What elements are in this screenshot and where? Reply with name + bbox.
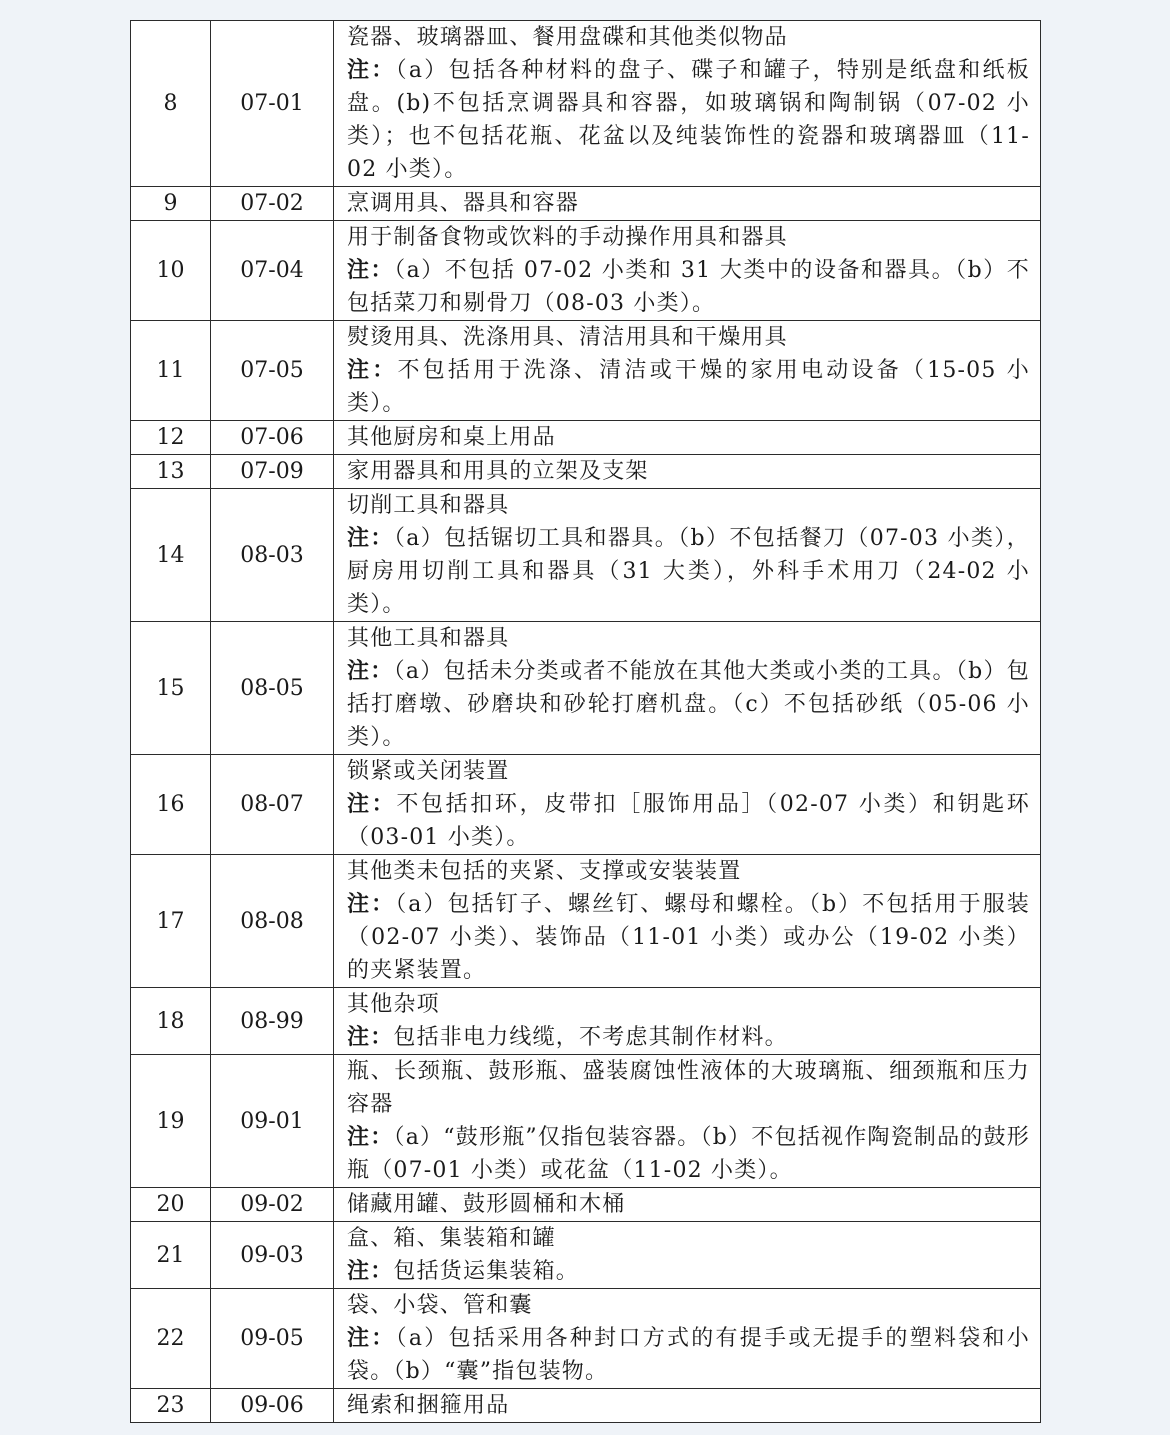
description-cell <box>334 622 1041 755</box>
row-number: 14 <box>131 489 211 622</box>
row-number: 17 <box>131 855 211 988</box>
note-text: 不包括扣环，皮带扣［服饰用品］（02-07 小类）和钥匙环（03-01 小类）。 <box>347 792 1030 850</box>
subclass-code: 08-05 <box>211 622 334 755</box>
subclass-note <box>347 655 1030 754</box>
note-label: 注： <box>347 357 398 383</box>
subclass-code: 07-05 <box>211 321 334 421</box>
description-cell <box>334 1389 1041 1423</box>
subclass-title: 切削工具和器具 <box>347 493 510 518</box>
description-cell <box>334 988 1041 1055</box>
table-row <box>131 1055 1041 1188</box>
table-row <box>131 455 1041 489</box>
table-row <box>131 221 1041 321</box>
subclass-code: 07-02 <box>211 187 334 221</box>
table-row <box>131 187 1041 221</box>
description-cell <box>334 21 1041 187</box>
subclass-title: 家用器具和用具的立架及支架 <box>347 459 649 484</box>
subclass-code: 07-09 <box>211 455 334 489</box>
note-label: 注： <box>347 57 396 83</box>
row-number: 21 <box>131 1222 211 1289</box>
subclass-code: 08-07 <box>211 755 334 855</box>
row-number: 15 <box>131 622 211 755</box>
description-cell <box>334 855 1041 988</box>
row-number: 23 <box>131 1389 211 1423</box>
table-row <box>131 988 1041 1055</box>
classification-table <box>130 20 1041 1423</box>
subclass-title: 绳索和捆箍用品 <box>347 1393 510 1418</box>
row-number: 12 <box>131 421 211 455</box>
subclass-code: 09-01 <box>211 1055 334 1188</box>
subclass-code: 08-03 <box>211 489 334 622</box>
subclass-note <box>347 522 1030 621</box>
subclass-note <box>347 254 1030 320</box>
note-label: 注： <box>347 891 396 917</box>
note-text: （a）包括采用各种封口方式的有提手或无提手的塑料袋和小袋。（b）“囊”指包装物。 <box>347 1326 1030 1384</box>
subclass-note <box>347 788 1030 854</box>
subclass-title: 其他厨房和桌上用品 <box>347 425 556 450</box>
description-cell <box>334 187 1041 221</box>
description-cell <box>334 489 1041 622</box>
subclass-title: 袋、小袋、管和囊 <box>347 1293 533 1318</box>
subclass-note <box>347 354 1030 420</box>
subclass-title: 瓶、长颈瓶、鼓形瓶、盛装腐蚀性液体的大玻璃瓶、细颈瓶和压力容器 <box>347 1059 1030 1117</box>
subclass-title: 烹调用具、器具和容器 <box>347 191 580 216</box>
description-cell <box>334 221 1041 321</box>
subclass-note <box>347 54 1030 186</box>
subclass-note <box>347 1322 1030 1388</box>
note-label: 注： <box>347 791 397 817</box>
note-text: （a）包括各种材料的盘子、碟子和罐子，特别是纸盘和纸板盘。(b)不包括烹调器具和容器，如玻璃锅和陶制锅（07-02 小类）；也不包括花瓶、花盆以及纯装饰性的瓷器和玻璃器皿（11-02 小类）。 <box>347 58 1030 182</box>
note-label: 注： <box>347 257 395 283</box>
row-number: 8 <box>131 21 211 187</box>
subclass-code: 09-02 <box>211 1188 334 1222</box>
subclass-code: 08-99 <box>211 988 334 1055</box>
description-cell <box>334 1055 1041 1188</box>
subclass-note <box>347 1121 1030 1187</box>
description-cell <box>334 755 1041 855</box>
subclass-code: 09-06 <box>211 1389 334 1423</box>
note-text: 包括非电力线缆，不考虑其制作材料。 <box>393 1025 788 1050</box>
description-cell <box>334 1188 1041 1222</box>
table-row <box>131 622 1041 755</box>
row-number: 9 <box>131 187 211 221</box>
table-row <box>131 321 1041 421</box>
note-text: （a）不包括 07-02 小类和 31 大类中的设备和器具。（b）不包括菜刀和剔骨刀（08-03 小类）。 <box>347 258 1030 316</box>
subclass-title: 用于制备食物或饮料的手动操作用具和器具 <box>347 225 788 250</box>
table-row <box>131 489 1041 622</box>
note-label: 注： <box>347 1124 394 1150</box>
subclass-note <box>347 1021 1030 1054</box>
note-label: 注： <box>347 1325 396 1351</box>
subclass-code: 07-04 <box>211 221 334 321</box>
row-number: 19 <box>131 1055 211 1188</box>
table-row <box>131 855 1041 988</box>
description-cell <box>334 1222 1041 1289</box>
note-text: （a）包括钉子、螺丝钉、螺母和螺栓。（b）不包括用于服装（02-07 小类）、装饰品（11-01 小类）或办公（19-02 小类）的夹紧装置。 <box>347 892 1030 983</box>
table-row <box>131 1389 1041 1423</box>
subclass-code: 09-05 <box>211 1289 334 1389</box>
description-cell <box>334 1289 1041 1389</box>
subclass-title: 储藏用罐、鼓形圆桶和木桶 <box>347 1192 626 1217</box>
subclass-note <box>347 888 1030 987</box>
row-number: 16 <box>131 755 211 855</box>
subclass-code: 08-08 <box>211 855 334 988</box>
row-number: 13 <box>131 455 211 489</box>
row-number: 11 <box>131 321 211 421</box>
note-label: 注： <box>347 658 394 684</box>
note-text: 包括货运集装箱。 <box>393 1259 580 1284</box>
note-label: 注： <box>347 1258 394 1284</box>
description-cell <box>334 421 1041 455</box>
subclass-title: 盒、箱、集装箱和罐 <box>347 1226 556 1251</box>
table-row <box>131 1188 1041 1222</box>
table-row <box>131 21 1041 187</box>
row-number: 22 <box>131 1289 211 1389</box>
note-label: 注： <box>347 1024 394 1050</box>
subclass-title: 瓷器、玻璃器皿、餐用盘碟和其他类似物品 <box>347 25 788 50</box>
table-body <box>131 21 1041 1423</box>
note-text: 不包括用于洗涤、清洁或干燥的家用电动设备（15-05 小类）。 <box>347 358 1030 416</box>
subclass-title: 熨烫用具、洗涤用具、清洁用具和干燥用具 <box>347 325 788 350</box>
subclass-note <box>347 1255 1030 1288</box>
table-row <box>131 1289 1041 1389</box>
description-cell <box>334 455 1041 489</box>
subclass-title: 其他类未包括的夹紧、支撑或安装装置 <box>347 859 742 884</box>
note-text: （a）“鼓形瓶”仅指包装容器。（b）不包括视作陶瓷制品的鼓形瓶（07-01 小类）或花盆（11-02 小类）。 <box>347 1125 1030 1183</box>
subclass-title: 其他杂项 <box>347 992 440 1017</box>
subclass-title: 锁紧或关闭装置 <box>347 759 510 784</box>
row-number: 20 <box>131 1188 211 1222</box>
note-text: （a）包括锯切工具和器具。（b）不包括餐刀（07-03 小类），厨房用切削工具和器具（31 大类），外科手术用刀（24-02 小类）。 <box>347 526 1030 617</box>
row-number: 18 <box>131 988 211 1055</box>
subclass-code: 07-06 <box>211 421 334 455</box>
description-cell <box>334 321 1041 421</box>
note-label: 注： <box>347 525 394 551</box>
table-row <box>131 755 1041 855</box>
document-page <box>130 20 1040 1423</box>
table-row <box>131 1222 1041 1289</box>
table-row <box>131 421 1041 455</box>
subclass-code: 07-01 <box>211 21 334 187</box>
note-text: （a）包括未分类或者不能放在其他大类或小类的工具。（b）包括打磨墩、砂磨块和砂轮打磨机盘。（c）不包括砂纸（05-06 小类）。 <box>347 659 1030 750</box>
subclass-code: 09-03 <box>211 1222 334 1289</box>
subclass-title: 其他工具和器具 <box>347 626 510 651</box>
row-number: 10 <box>131 221 211 321</box>
